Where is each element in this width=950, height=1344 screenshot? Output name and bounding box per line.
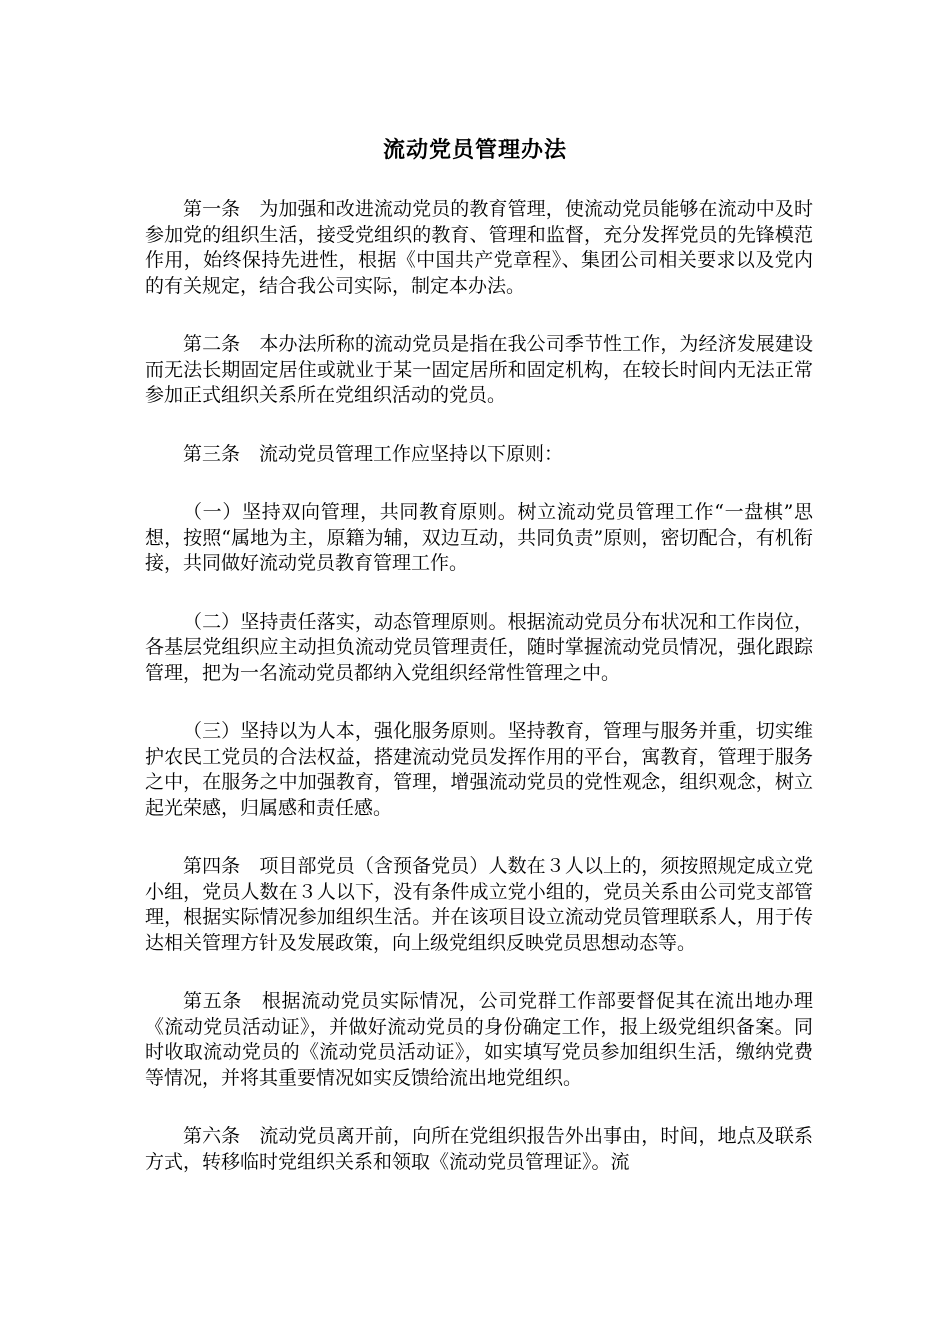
article-3-paragraph: 第三条 流动党员管理工作应坚持以下原则：	[183, 442, 564, 465]
principle-3-paragraph: （三）坚持以为人本，强化服务原则。坚持教育，管理与服务并重，切实维护农民工党员的合法权益，搭建流动党员发挥作用的平台，寓教育，管理于服务之中，在服务之中加强教育，管理，增强流动党员的党性观念，组织观念，树立起光荣感，归属感和责任感。	[145, 720, 813, 819]
article-1-paragraph: 第一条 为加强和改进流动党员的教育管理，使流动党员能够在流动中及时参加党的组织生活，接受党组织的教育、管理和监督，充分发挥党员的先锋模范作用，始终保持先进性，根据《中国共产党章程》、集团公司相关要求以及党内的有关规定，结合我公司实际，制定本办法。	[145, 198, 813, 297]
principle-1-paragraph: （一）坚持双向管理，共同教育原则。树立流动党员管理工作“一盘棋”思想，按照“属地为主，原籍为辅，双边互动，共同负责”原则，密切配合，有机衔接，共同做好流动党员教育管理工作。	[145, 501, 813, 574]
article-2-paragraph: 第二条 本办法所称的流动党员是指在我公司季节性工作，为经济发展建设而无法长期固定居住或就业于某一固定居所和固定机构，在较长时间内无法正常参加正式组织关系所在党组织活动的党员。	[145, 333, 813, 406]
document-title: 流动党员管理办法	[382, 137, 567, 163]
article-6-paragraph: 第六条 流动党员离开前，向所在党组织报告外出事由，时间，地点及联系方式，转移临时党组织关系和领取《流动党员管理证》。流	[145, 1125, 813, 1173]
document-body	[145, 197, 813, 1175]
article-5-paragraph: 第五条 根据流动党员实际情况，公司党群工作部要督促其在流出地办理《流动党员活动证》，并做好流动党员的身份确定工作，报上级党组织备案。同时收取流动党员的《流动党员活动证》，如实填写党员参加组织生活，缴纳党费等情况，并将其重要情况如实反馈给流出地党组织。	[145, 990, 813, 1089]
principle-2-paragraph: （二）坚持责任落实，动态管理原则。根据流动党员分布状况和工作岗位，各基层党组织应主动担负流动党员管理责任，随时掌握流动党员情况，强化跟踪管理，把为一名流动党员都纳入党组织经常性管理之中。	[145, 610, 813, 684]
article-4-paragraph: 第四条 项目部党员（含预备党员）人数在３人以上的，须按照规定成立党小组，党员人数在３人以下，没有条件成立党小组的，党员关系由公司党支部管理，根据实际情况参加组织生活。并在该项目设立流动党员管理联系人，用于传达相关管理方针及发展政策，向上级党组织反映党员思想动态等。	[145, 855, 813, 954]
